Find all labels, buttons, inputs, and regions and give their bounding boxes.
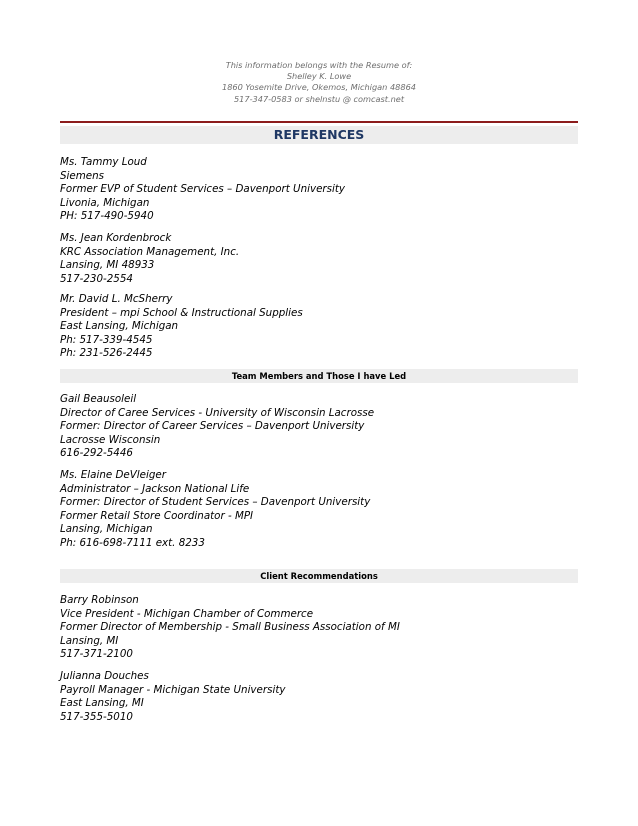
ref-phone: 517-371-2100 (60, 648, 133, 660)
ref-line: President – mpi School & Instructional Supplies (60, 306, 303, 319)
reference-entry (60, 293, 580, 361)
ref-line: Director of Caree Services - University of Wisconsin Lacrosse (60, 406, 375, 419)
client-entry (60, 594, 580, 662)
reference-entry (60, 156, 580, 224)
ref-line: Former Director of Membership - Small Business Association of MI (60, 621, 400, 633)
header-contact: 517-347-0583 or shelnstu @ comcast.net (233, 93, 405, 104)
ref-name: Mr. David L. McSherry (60, 293, 173, 305)
ref-line: Vice President - Michigan Chamber of Commerce (60, 607, 314, 620)
team-entry (60, 469, 580, 550)
ref-line: Former: Director of Career Services – Davenport University (60, 420, 365, 432)
ref-phone: Ph: 231-526-2445 (60, 347, 153, 359)
ref-name: Ms. Elaine DeVleiger (60, 469, 166, 481)
team-entry (60, 393, 580, 461)
ref-line: Lansing, MI (60, 634, 119, 647)
client-section-heading: Client Recommendations (60, 569, 578, 583)
ref-line: Former: Director of Student Services – Davenport University (60, 496, 371, 508)
ref-name: Ms. Jean Kordenbrock (60, 232, 172, 244)
ref-line: KRC Association Management, Inc. (60, 245, 240, 258)
ref-phone: PH: 517-490-5940 (60, 210, 154, 222)
team-section-heading: Team Members and Those I have Led (60, 369, 578, 383)
ref-phone: Ph: 517-339-4545 (60, 333, 153, 346)
header-line: This information belongs with the Resume of: (225, 60, 413, 70)
divider-rule (60, 121, 578, 123)
ref-phone: 616-292-5446 (60, 447, 133, 459)
ref-line: Lansing, Michigan (60, 523, 153, 535)
ref-line: East Lansing, MI (60, 697, 144, 709)
ref-line: Former Retail Store Coordinator - MPI (60, 509, 254, 522)
client-entry (60, 670, 580, 724)
reference-entry (60, 232, 580, 286)
ref-name: Barry Robinson (60, 594, 139, 606)
ref-line: Lacrosse Wisconsin (60, 433, 161, 446)
ref-name: Gail Beausoleil (60, 393, 137, 405)
references-title: REFERENCES (60, 126, 578, 144)
resume-header (150, 60, 488, 105)
ref-line: Livonia, Michigan (60, 196, 150, 209)
ref-line: Siemens (60, 169, 104, 182)
ref-line: Former EVP of Student Services – Davenport University (60, 183, 345, 195)
ref-name: Ms. Tammy Loud (60, 156, 147, 168)
ref-line: Payroll Manager - Michigan State University (60, 683, 286, 696)
ref-name: Julianna Douches (60, 670, 149, 682)
ref-line: Administrator – Jackson National Life (60, 482, 250, 495)
ref-phone: 517-355-5010 (60, 710, 133, 723)
ref-phone: 517-230-2554 (60, 272, 133, 285)
header-address: 1860 Yosemite Drive, Okemos, Michigan 48864 (221, 82, 417, 93)
header-name: Shelley K. Lowe (286, 71, 352, 82)
ref-line: East Lansing, Michigan (60, 320, 179, 332)
ref-line: Lansing, MI 48933 (60, 259, 155, 271)
ref-phone: Ph: 616-698-7111 ext. 8233 (60, 536, 205, 549)
